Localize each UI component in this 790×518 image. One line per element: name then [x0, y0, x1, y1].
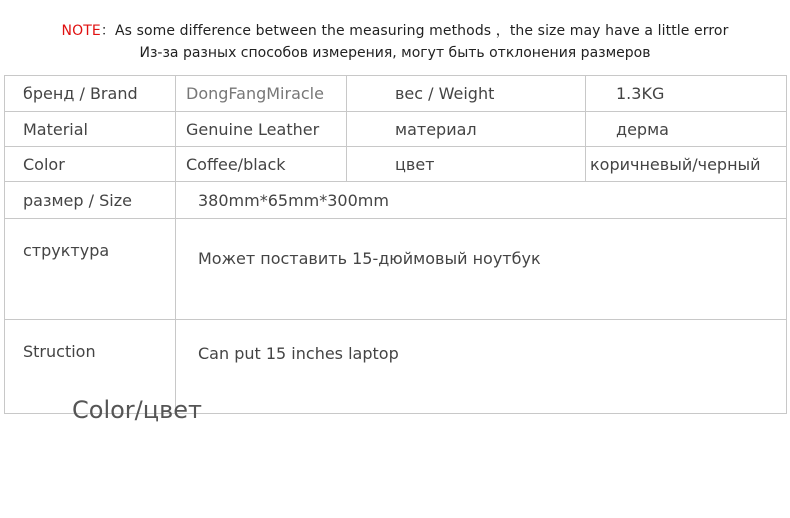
structure-label-ru: структура	[5, 219, 176, 320]
note-text: ：As some difference between the measuring methods ，the size may have a little error	[100, 23, 729, 39]
material-value-ru: дерма	[586, 112, 787, 147]
table-row	[5, 112, 787, 147]
weight-value: 1.3KG	[586, 76, 787, 112]
structure-label: Struction	[5, 320, 176, 414]
table-row	[5, 219, 787, 320]
note-label: NOTE	[61, 23, 101, 39]
brand-value: DongFangMiracle	[176, 76, 347, 112]
material-label-ru: материал	[347, 112, 586, 147]
size-value: 380mm*65mm*300mm	[176, 182, 787, 219]
color-value: Coffee/black	[176, 147, 347, 182]
brand-label: бренд / Brand	[5, 76, 176, 112]
material-label: Material	[5, 112, 176, 147]
weight-label: вес / Weight	[347, 76, 586, 112]
spec-table	[4, 75, 787, 414]
structure-value-ru: Может поставить 15-дюймовый ноутбук	[176, 219, 787, 320]
note-line-ru: Из-за разных способов измерения, могут быть отклонения размеров	[139, 45, 651, 61]
color-value-ru: коричневый/черный	[586, 147, 787, 182]
note-line-en	[0, 20, 790, 40]
table-row	[5, 182, 787, 219]
color-label-ru: цвет	[347, 147, 586, 182]
structure-value: Can put 15 inches laptop	[176, 320, 787, 414]
material-value: Genuine Leather	[176, 112, 347, 147]
table-row	[5, 76, 787, 112]
table-row	[5, 147, 787, 182]
size-label: размер / Size	[5, 182, 176, 219]
color-heading: Color/цвет	[72, 396, 202, 424]
color-label: Color	[5, 147, 176, 182]
